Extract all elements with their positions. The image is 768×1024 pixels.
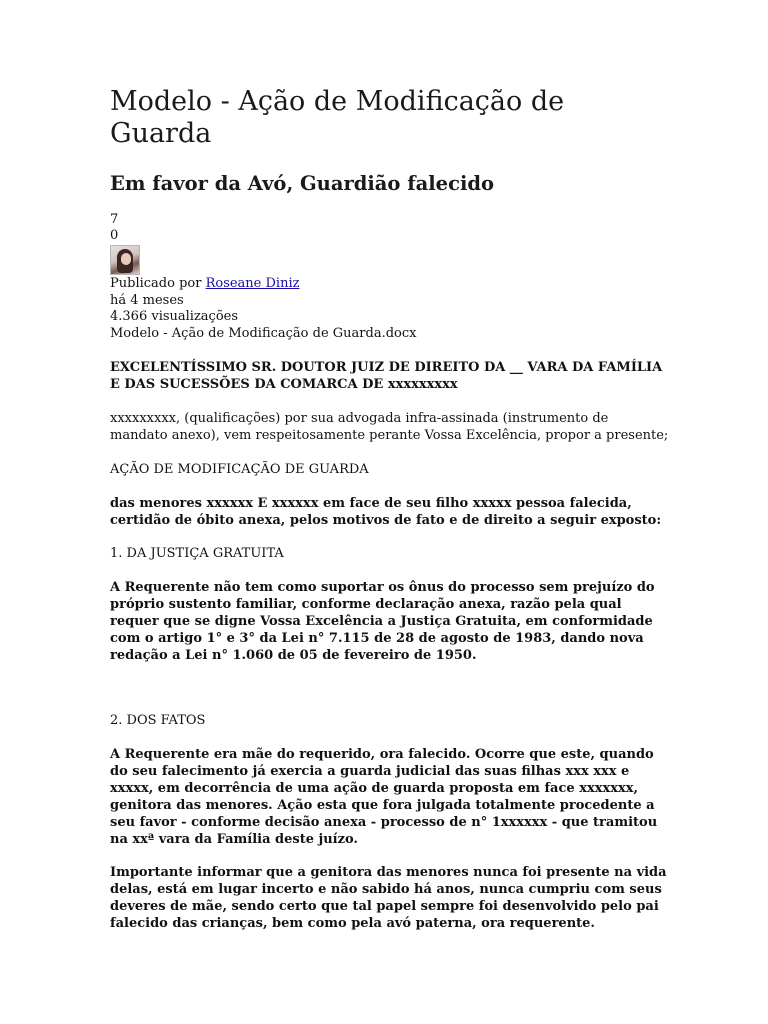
document-counts — [110, 212, 118, 244]
count-2: 0 — [110, 228, 119, 243]
section-2-paragraph-2: Importante informar que a genitora das menores nunca foi presente na vida delas, está em lugar incerto e não sabido há anos, nunca cumpriu com seus deveres de mãe, sendo certo que tal papel sempre foi desenvolvido pelo pai falecido das crianças, bem como pela avó paterna, ora requerente. — [110, 865, 667, 931]
page-subtitle: Em favor da Avó, Guardião falecido — [110, 172, 494, 195]
author-link[interactable]: Roseane Diniz — [205, 276, 300, 291]
time-ago: há 4 meses — [110, 292, 184, 308]
action-paragraph: das menores xxxxxx E xxxxxx em face de seu filho xxxxx pessoa falecida, certidão de óbito anexa, pelos motivos de fato e de direito a seguir exposto: — [110, 496, 662, 528]
section-1-paragraph: A Requerente não tem como suportar os ônus do processo sem prejuízo do próprio sustento familiar, conforme declaração anexa, razão pela qual requer que se digne Vossa Excelência a Justiça Gratuita, em conformidade com o artigo 1° e 3° da Lei n° 7.115 de 28 de agosto de 1983, dando nova redação a Lei n° 1.060 de 05 de fevereiro de 1950. — [110, 580, 655, 663]
document-filename: Modelo - Ação de Modificação de Guarda.docx — [110, 325, 417, 341]
author-avatar[interactable] — [110, 245, 140, 275]
count-1: 7 — [110, 212, 119, 227]
addressee: EXCELENTÍSSIMO SR. DOUTOR JUIZ DE DIREITO DA __ VARA DA FAMÍLIA E DAS SUCESSÕES DA COMARCA DE xxxxxxxxx — [110, 360, 663, 392]
action-title: AÇÃO DE MODIFICAÇÃO DE GUARDA — [110, 462, 369, 477]
document-meta — [110, 276, 670, 342]
page-title: Modelo - Ação de Modificação de Guarda — [110, 86, 565, 149]
section-2-title: 2. DOS FATOS — [110, 713, 206, 728]
published-by — [110, 276, 670, 293]
section-2-paragraph-1: A Requerente era mãe do requerido, ora falecido. Ocorre que este, quando do seu falecimento já exercia a guarda judicial das suas filhas xxx xxx e xxxxx, em decorrência de uma ação de guarda proposta em face xxxxxxx, genitora das menores. Ação esta que fora julgada totalmente procedente a seu favor - conforme decisão anexa - processo de n° 1xxxxxx - que tramitou na xxª vara da Família deste juízo. — [110, 747, 658, 847]
view-count: 4.366 visualizações — [110, 309, 239, 324]
section-1-title: 1. DA JUSTIÇA GRATUITA — [110, 546, 284, 561]
intro-paragraph: xxxxxxxxx, (qualificações) por sua advogada infra-assinada (instrumento de mandato anexo), vem respeitosamente perante Vossa Excelência, propor a presente; — [110, 411, 669, 443]
published-by-prefix: Publicado por — [110, 276, 206, 291]
